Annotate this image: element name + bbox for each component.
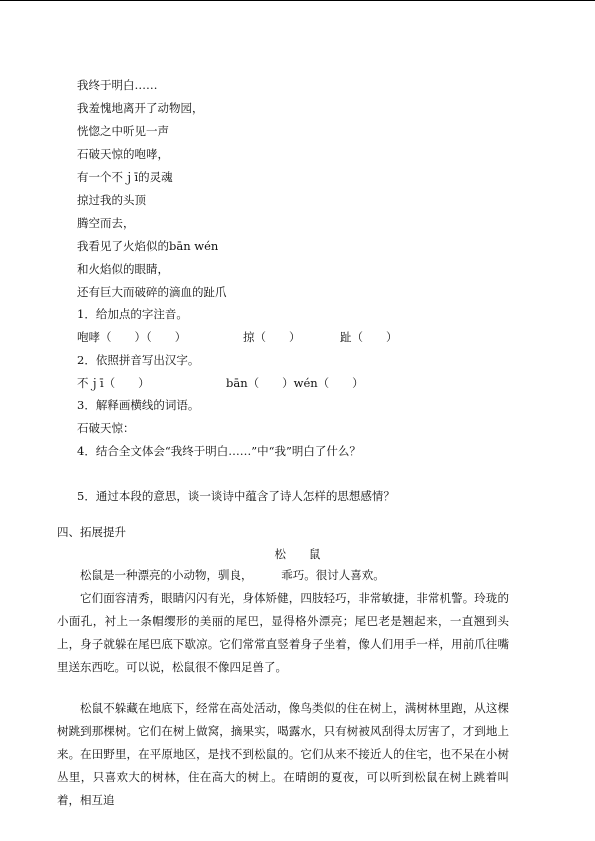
poem-line: 我终于明白…… <box>77 78 158 92</box>
question-2-blank-ji: 不ｊī（ ） <box>77 376 150 390</box>
page-top-border <box>0 0 595 1</box>
question-3: 3．解释画横线的词语。 <box>77 398 200 412</box>
poem-line: 腾空而去， <box>77 216 135 230</box>
question-1-blank-zhi: 趾（ ） <box>340 330 398 344</box>
poem-line: 和火焰似的眼睛， <box>77 262 169 276</box>
poem-line: 还有巨大而破碎的滴血的趾爪 <box>77 285 227 299</box>
question-1: 1．给加点的字注音。 <box>77 307 188 321</box>
question-1-blank-lue: 掠（ ） <box>243 330 301 344</box>
article-title: 松 鼠 <box>274 547 321 561</box>
poem-line: 石破天惊的咆哮， <box>77 147 169 161</box>
question-2: 2．依照拼音写出汉字。 <box>77 353 200 367</box>
article-paragraph: 它们面容清秀，眼睛闪闪有光，身体矫健，四肢轻巧，非常敏捷，非常机警。玲珑的小面孔，衬上一条帽缨形的美丽的尾巴，显得格外漂亮；尾巴老是翘起来，一直翘到头上，身子就躲在尾巴底下歇凉。它们常常直竖着身子坐着，像人们用手一样，用前爪往嘴里送东西吃。可以说，松鼠很不像四足兽了。 <box>57 591 509 674</box>
poem-line: 我羞愧地离开了动物园， <box>77 101 204 115</box>
article-paragraph: 松鼠不躲藏在地底下，经常在高处活动，像鸟类似的住在树上，满树林里跑，从这棵树跳到那棵树。它们在树上做窝，摘果实，喝露水，只有树被风刮得太厉害了，才到地上来。在田野里，在平原地区，是找不到松鼠的。它们从来不接近人的住宅，也不呆在小树丛里，只喜欢大的树林，住在高大的树上。在晴朗的夏夜，可以听到松鼠在树上跳着叫着，相互追 <box>57 701 509 807</box>
question-3-term: 石破天惊： <box>77 421 135 435</box>
question-5: 5．通过本段的意思，谈一谈诗中蕴含了诗人怎样的思想感情？ <box>77 489 395 503</box>
article-paragraph: 松鼠是一种漂亮的小动物，驯良， 乖巧。很讨人喜欢。 <box>80 568 385 582</box>
question-1-blank-paoxiao: 咆哮（ ）（ ） <box>77 330 187 344</box>
poem-line: 恍惚之中听见一声 <box>77 124 169 138</box>
poem-line: 我看见了火焰似的bān wén <box>77 239 219 253</box>
question-4: 4．结合全文体会“我终于明白……”中“我”明白了什么？ <box>77 444 361 458</box>
question-2-blank-banwen: bān（ ）wén（ ） <box>226 376 364 390</box>
poem-line: 掠过我的头顶 <box>77 193 146 207</box>
poem-line: 有一个不ｊī的灵魂 <box>77 170 173 184</box>
section-heading: 四、拓展提升 <box>57 525 126 539</box>
